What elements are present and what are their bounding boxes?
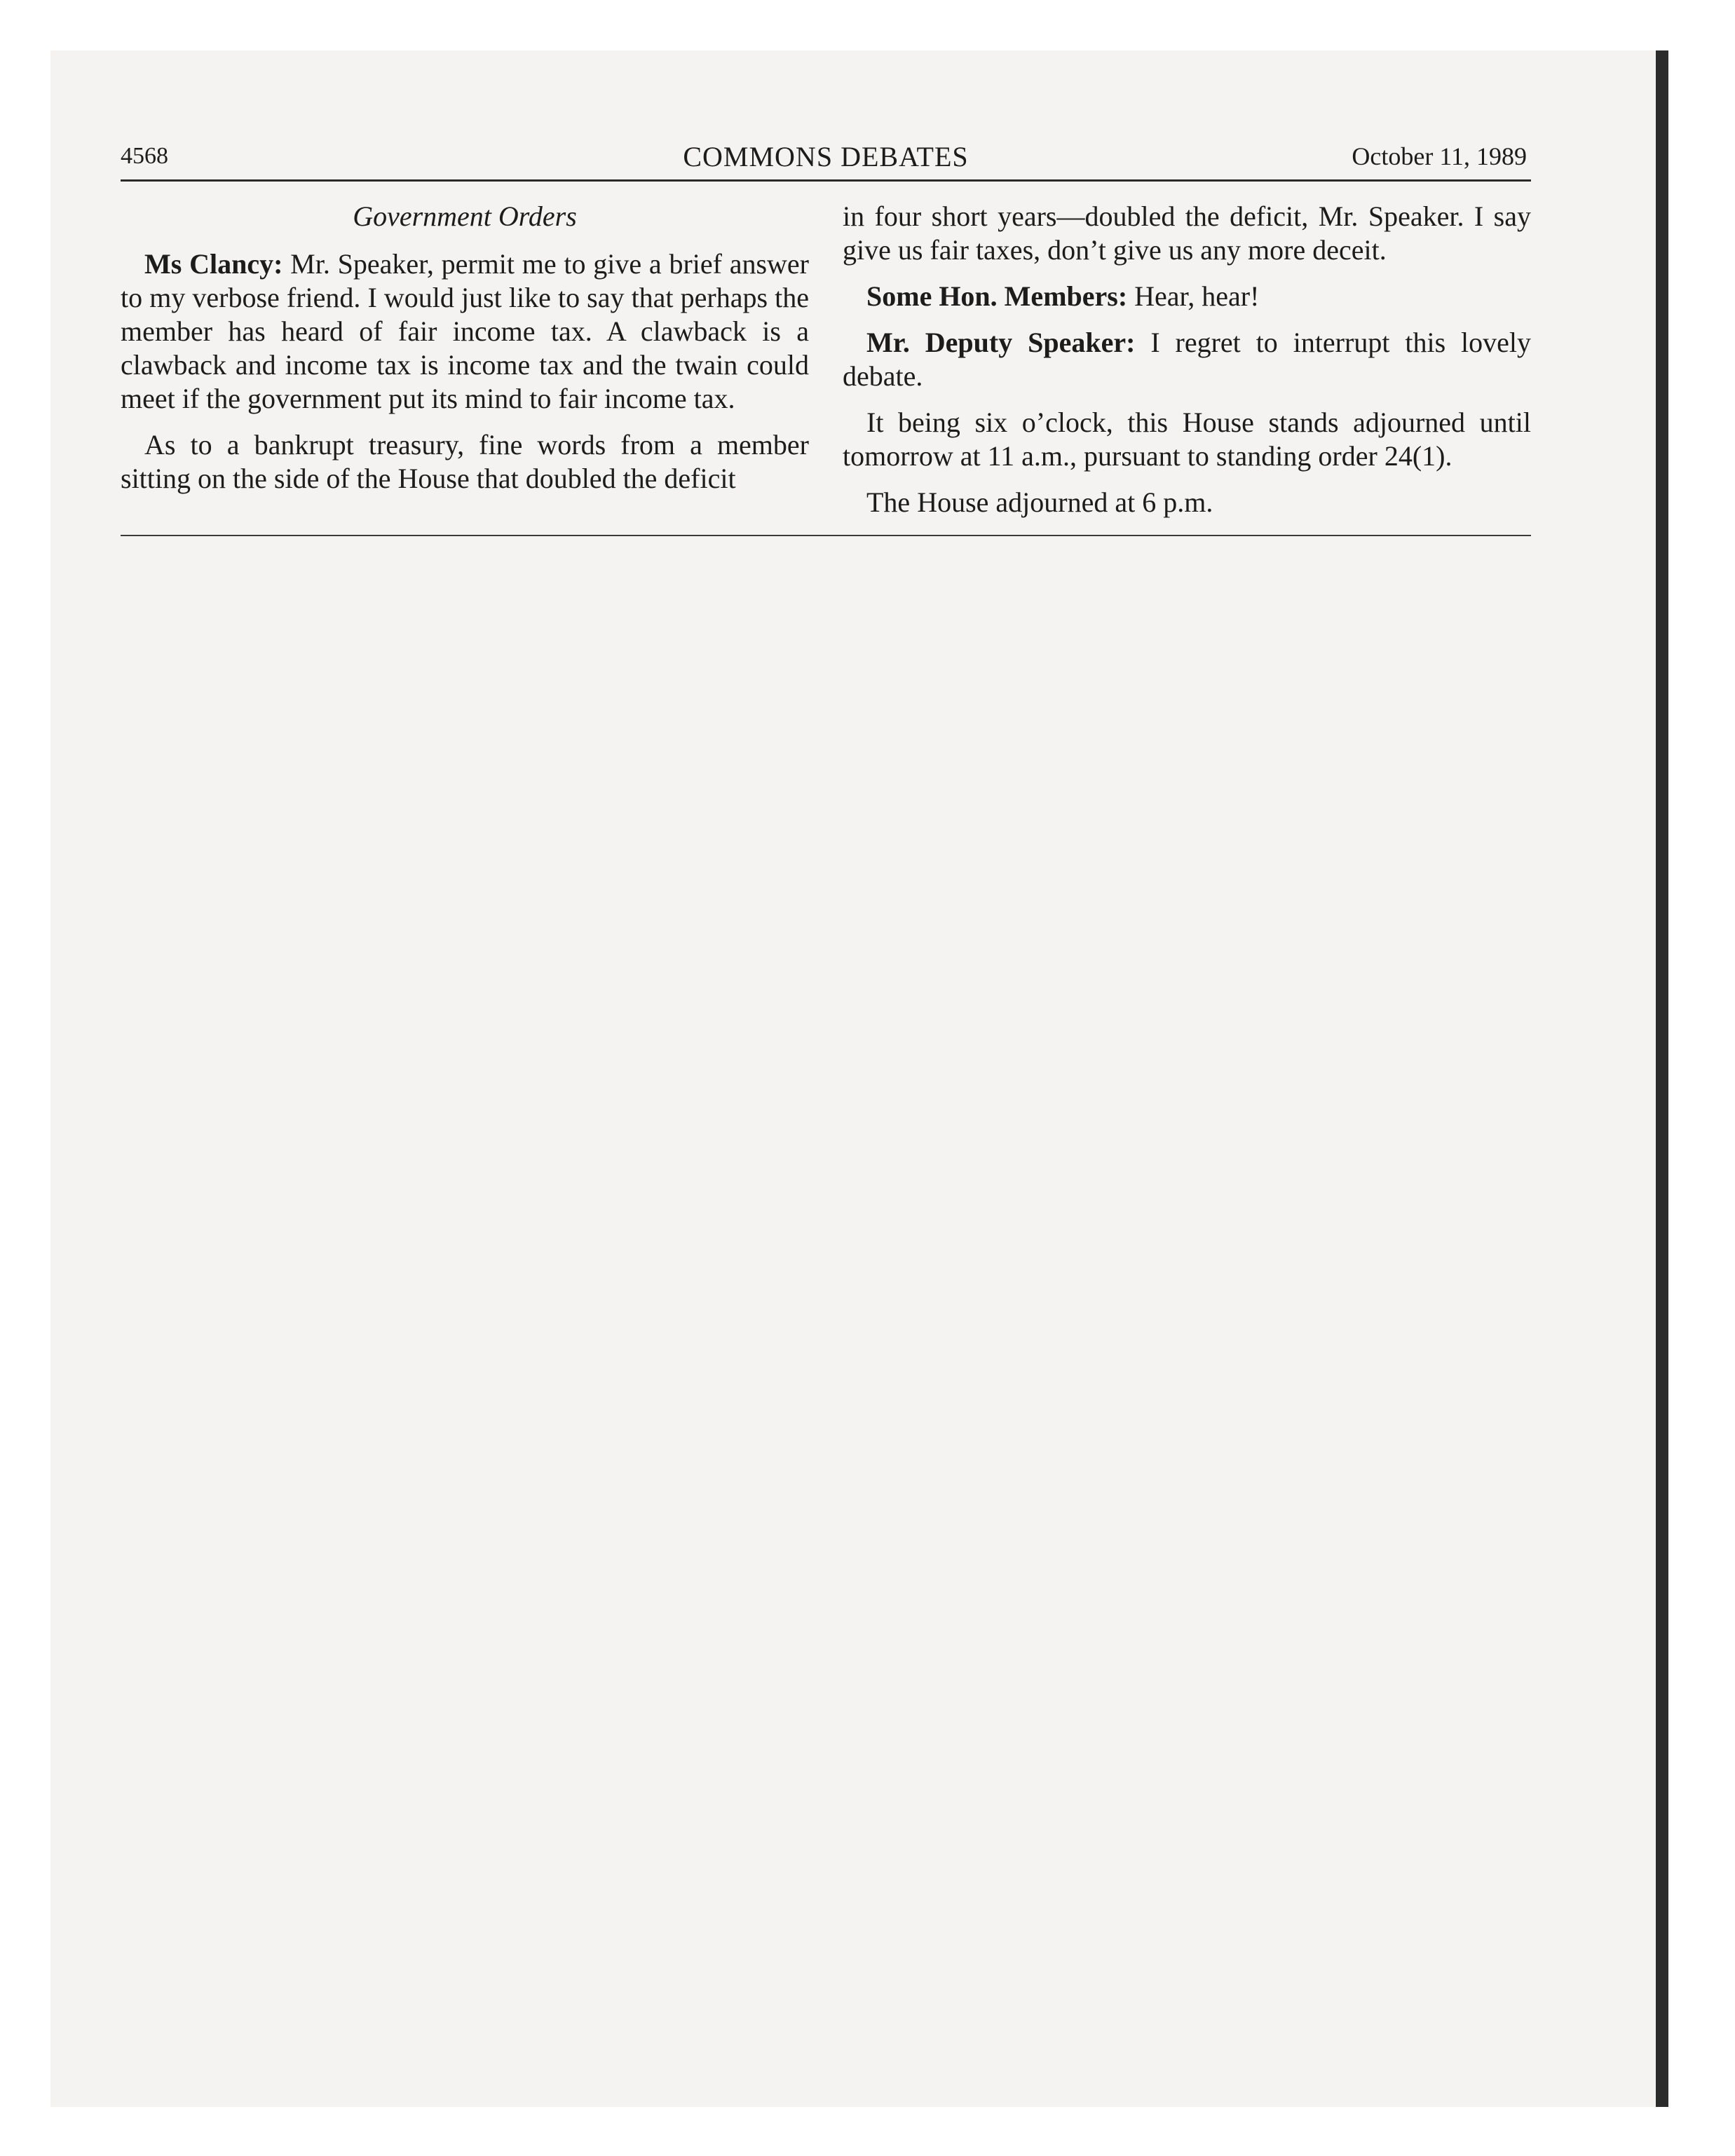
publication-title: COMMONS DEBATES [683, 141, 969, 172]
paragraph-text: Mr. Speaker, permit me to give a brief answer to my verbose friend. I would just like to say that perhaps the member has heard of fair income tax. A clawback is a clawback and income tax is income tax and the twain could meet if the government put its mind to fair income tax. [121, 248, 809, 414]
speaker-name: Ms Clancy: [144, 248, 283, 280]
right-column [843, 200, 1531, 532]
paragraph [121, 428, 809, 496]
paragraph [843, 406, 1531, 473]
paragraph-text: I regret to interrupt this lovely debate. [843, 327, 1532, 392]
page-number: 4568 [121, 143, 168, 169]
section-heading: Government Orders [353, 200, 577, 232]
paragraph-text: Hear, hear! [1134, 280, 1260, 312]
running-header [121, 137, 1531, 179]
header-rule [121, 179, 1531, 182]
paragraph-continued [843, 200, 1531, 267]
end-rule [121, 535, 1531, 536]
paragraph-text: in four short years—doubled the deficit, Mr. Speaker. I say give us fair taxes, don’t give us any more deceit. [843, 200, 1531, 266]
paragraph-text: As to a bankrupt treasury, fine words from a member sitting on the side of the House that doubled the deficit [121, 429, 809, 494]
two-column-body [121, 200, 1531, 532]
speaker-name: Some Hon. Members: [866, 280, 1128, 312]
header-date: October 11, 1989 [1352, 142, 1527, 170]
scan-edge-shadow [1656, 50, 1668, 2107]
paragraph-text: The House adjourned at 6 p.m. [866, 486, 1213, 518]
paragraph [843, 486, 1531, 519]
paragraph [121, 247, 809, 416]
paragraph [843, 326, 1531, 393]
speaker-name: Mr. Deputy Speaker: [866, 327, 1136, 358]
page-content [121, 137, 1531, 536]
paragraph [843, 280, 1531, 313]
left-column [121, 200, 809, 532]
paragraph-text: It being six o’clock, this House stands adjourned until tomorrow at 11 a.m., pursuant to standing order 24(1). [843, 407, 1531, 472]
